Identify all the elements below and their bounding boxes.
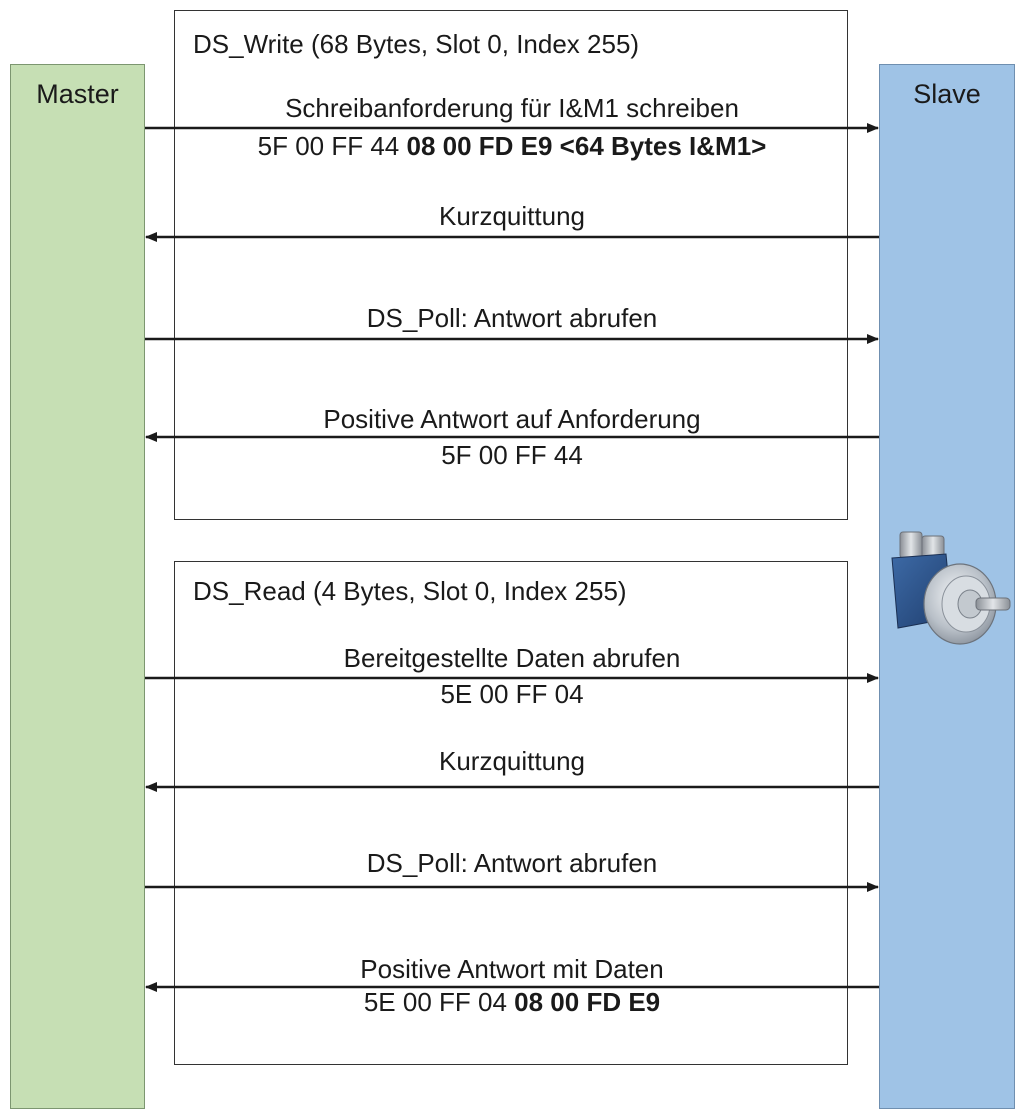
read-positive-response-label: Positive Antwort mit Daten (360, 954, 664, 984)
write-poll-label: DS_Poll: Antwort abrufen (366, 303, 658, 333)
read-positive-response-data-bold: 08 00 FD E9 (514, 987, 661, 1017)
write-request-data-plain: 5F 00 FF 44 (257, 131, 407, 161)
read-poll-message (145, 847, 879, 879)
read-ack-message (145, 745, 879, 777)
write-poll-message (145, 302, 879, 334)
ds-read-title: DS_Read (4 Bytes, Slot 0, Index 255) (193, 576, 627, 606)
read-request-label: Bereitgestellte Daten abrufen (343, 643, 681, 673)
write-request-message (145, 92, 879, 124)
rotary-encoder-image (886, 528, 1016, 648)
slave-label: Slave (913, 79, 981, 109)
read-request-data-plain: 5E 00 FF 04 (440, 679, 584, 709)
write-positive-response-data-plain: 5F 00 FF 44 (441, 440, 583, 470)
write-positive-response-message (145, 403, 879, 435)
master-label: Master (36, 79, 119, 109)
read-poll-label: DS_Poll: Antwort abrufen (366, 848, 658, 878)
read-request-data (145, 678, 879, 710)
read-ack-label: Kurzquittung (439, 746, 585, 776)
write-positive-response-label: Positive Antwort auf Anforderung (323, 404, 701, 434)
ds-write-title: DS_Write (68 Bytes, Slot 0, Index 255) (193, 29, 640, 59)
read-positive-response-message (145, 953, 879, 985)
write-request-label: Schreibanforderung für I&M1 schreiben (285, 93, 739, 123)
read-request-message (145, 642, 879, 674)
write-request-data-bold: 08 00 FD E9 <64 Bytes I&M1> (406, 131, 767, 161)
write-ack-label: Kurzquittung (439, 201, 585, 231)
read-positive-response-data-plain: 5E 00 FF 04 (363, 987, 515, 1017)
write-request-data (145, 130, 879, 162)
write-ack-message (145, 200, 879, 232)
write-positive-response-data (145, 439, 879, 471)
read-positive-response-data (145, 986, 879, 1018)
